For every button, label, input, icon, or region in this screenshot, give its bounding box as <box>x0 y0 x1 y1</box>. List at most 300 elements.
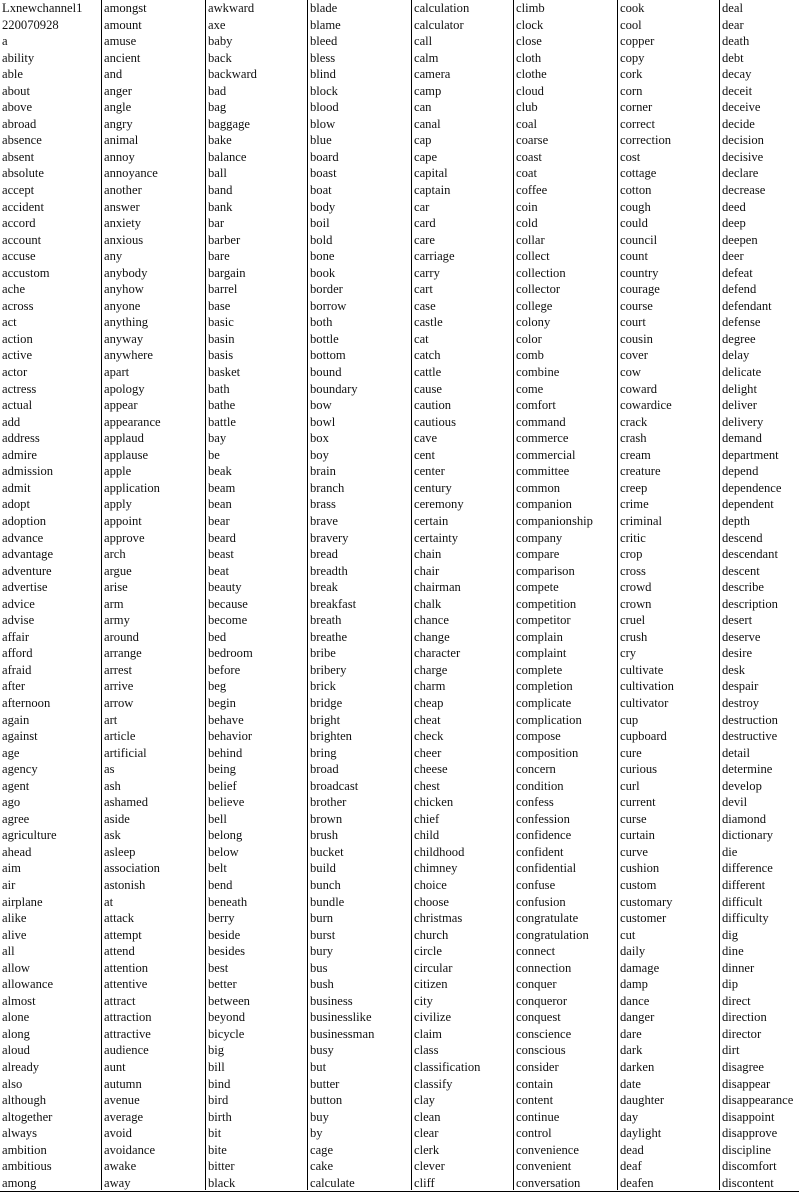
word-entry: agency <box>2 762 38 777</box>
word-entry: bravery <box>310 530 349 545</box>
word-entry: complete <box>516 662 563 677</box>
word-entry: debt <box>722 50 744 65</box>
word-entry: curtain <box>620 828 655 843</box>
word-entry: bean <box>208 497 232 512</box>
word-entry: clever <box>414 1159 445 1174</box>
word-entry: bag <box>208 100 227 115</box>
word-entry: bicycle <box>208 1026 245 1041</box>
word-entry: command <box>516 414 566 429</box>
word-entry: daylight <box>620 1126 662 1141</box>
word-entry: competitor <box>516 613 571 628</box>
word-entry: citizen <box>414 977 448 992</box>
word-entry: applause <box>104 447 149 462</box>
word-entry: become <box>208 613 248 628</box>
word-entry: Lxnewchannel1 <box>2 1 83 15</box>
word-entry: die <box>722 844 738 859</box>
word-entry: backward <box>208 67 257 82</box>
word-entry: age <box>2 745 20 760</box>
word-entry: autumn <box>104 1076 142 1091</box>
word-entry: bedroom <box>208 646 253 661</box>
word-entry: continue <box>516 1109 560 1124</box>
word-entry: come <box>516 381 544 396</box>
word-entry: breadth <box>310 563 348 578</box>
word-entry: before <box>208 662 241 677</box>
word-entry: absence <box>2 133 42 148</box>
word-entry: common <box>516 480 561 495</box>
word-entry: blue <box>310 133 332 148</box>
word-entry: creature <box>620 464 661 479</box>
word-entry: connect <box>516 944 556 959</box>
word-entry: complication <box>516 712 582 727</box>
word-entry: apology <box>104 381 145 396</box>
word-entry: confess <box>516 795 554 810</box>
word-entry: city <box>414 993 433 1008</box>
word-entry: artificial <box>104 745 147 760</box>
word-column-2 <box>102 0 206 1190</box>
word-entry: bind <box>208 1076 231 1091</box>
word-entry: bus <box>310 960 328 975</box>
word-entry: disapprove <box>722 1126 778 1141</box>
word-entry: commerce <box>516 431 569 446</box>
word-entry: apply <box>104 497 132 512</box>
word-entry: creep <box>620 480 648 495</box>
word-entry: circle <box>414 944 442 959</box>
word-entry: discontent <box>722 1175 774 1190</box>
word-entry: breathe <box>310 629 348 644</box>
word-entry: borrow <box>310 298 347 313</box>
word-entry: customary <box>620 894 673 909</box>
word-entry: ahead <box>2 844 32 859</box>
word-entry: delight <box>722 381 757 396</box>
word-entry: companionship <box>516 513 593 528</box>
word-entry: bound <box>310 365 342 380</box>
word-entry: business <box>310 993 353 1008</box>
word-entry: collector <box>516 282 561 297</box>
word-entry: cotton <box>620 183 652 198</box>
word-entry: bring <box>310 745 337 760</box>
word-entry: cold <box>516 216 538 231</box>
word-entry: convenient <box>516 1159 572 1174</box>
word-entry: compete <box>516 580 559 595</box>
word-entry: clay <box>414 1093 435 1108</box>
word-entry: describe <box>722 580 764 595</box>
word-entry: competition <box>516 596 577 611</box>
word-entry: bit <box>208 1126 222 1141</box>
word-entry: close <box>516 34 542 49</box>
word-column-8 <box>720 0 799 1190</box>
word-entry: deserve <box>722 629 761 644</box>
word-entry: dependence <box>722 480 782 495</box>
word-entry: court <box>620 315 646 330</box>
word-entry: dictionary <box>722 828 774 843</box>
word-entry: difficult <box>722 894 763 909</box>
word-entry: anything <box>104 315 149 330</box>
word-entry: bay <box>208 431 227 446</box>
word-entry: captain <box>414 183 451 198</box>
word-entry: bitter <box>208 1159 235 1174</box>
word-entry: control <box>516 1126 552 1141</box>
word-entry: cap <box>414 133 432 148</box>
word-entry: against <box>2 729 38 744</box>
word-entry: decide <box>722 116 755 131</box>
word-entry: appoint <box>104 513 142 528</box>
word-entry: admit <box>2 480 31 495</box>
word-entry: aunt <box>104 1060 126 1074</box>
word-entry: accord <box>2 216 36 231</box>
word-entry: demand <box>722 431 762 446</box>
word-entry: different <box>722 877 766 892</box>
word-entry: bucket <box>310 844 344 859</box>
word-entry: dare <box>620 1026 642 1041</box>
word-entry: devil <box>722 795 748 810</box>
word-entry: brush <box>310 828 338 843</box>
word-entry: but <box>310 1060 327 1074</box>
word-entry: congratulation <box>516 927 589 942</box>
word-entry: anyhow <box>104 282 144 297</box>
word-entry: being <box>208 762 236 777</box>
word-entry: brother <box>310 795 347 810</box>
word-entry: anger <box>104 83 132 98</box>
word-entry: detail <box>722 745 750 760</box>
word-entry: complicate <box>516 695 572 710</box>
word-entry: council <box>620 232 658 247</box>
word-entry: collect <box>516 249 550 264</box>
word-entry: arrow <box>104 695 134 710</box>
word-entry: diamond <box>722 811 767 826</box>
word-entry: classification <box>414 1060 481 1074</box>
word-entry: add <box>2 414 21 429</box>
word-entry: deepen <box>722 232 758 247</box>
word-entry: after <box>2 679 26 694</box>
word-entry: deer <box>722 249 744 264</box>
word-entry: boast <box>310 166 337 181</box>
word-entry: belt <box>208 861 227 876</box>
word-entry: already <box>2 1060 40 1074</box>
word-entry: body <box>310 199 336 214</box>
word-entry: compare <box>516 547 560 562</box>
word-entry: deed <box>722 199 746 214</box>
word-entry: defeat <box>722 265 753 280</box>
word-entry: beside <box>208 927 241 942</box>
word-entry: crowd <box>620 580 652 595</box>
word-entry: as <box>104 762 115 777</box>
word-entry: almost <box>2 993 36 1008</box>
word-entry: congratulate <box>516 911 579 926</box>
word-entry: ambition <box>2 1142 47 1157</box>
word-entry: character <box>414 646 461 661</box>
word-entry: commercial <box>516 447 576 462</box>
word-entry: bold <box>310 232 333 247</box>
word-entry: brain <box>310 464 336 479</box>
word-entry: combine <box>516 365 560 380</box>
word-entry: cart <box>414 282 433 297</box>
word-entry: cruel <box>620 613 646 628</box>
word-entry: cream <box>620 447 651 462</box>
word-entry: depend <box>722 464 759 479</box>
word-entry: dead <box>620 1142 644 1157</box>
word-entry: beast <box>208 547 234 562</box>
word-entry: agent <box>2 778 30 793</box>
word-entry: aim <box>2 861 21 876</box>
word-entry: clean <box>414 1109 441 1124</box>
word-entry: affair <box>2 629 30 644</box>
word-entry: date <box>620 1076 641 1091</box>
word-entry: bake <box>208 133 232 148</box>
word-entry: coal <box>516 116 537 131</box>
word-entry: be <box>208 447 220 462</box>
word-entry: advise <box>2 613 35 628</box>
word-entry: arch <box>104 547 126 562</box>
word-entry: depth <box>722 513 750 528</box>
word-entry: damp <box>620 977 648 992</box>
word-entry: discipline <box>722 1142 771 1157</box>
word-entry: difference <box>722 861 773 876</box>
word-entry: discomfort <box>722 1159 777 1174</box>
word-entry: actual <box>2 398 33 413</box>
word-entry: can <box>414 100 432 115</box>
word-entry: catch <box>414 348 441 363</box>
word-entry: disappear <box>722 1076 771 1091</box>
word-entry: care <box>414 232 435 247</box>
word-entry: defend <box>722 282 757 297</box>
word-entry: busy <box>310 1043 334 1058</box>
word-entry: defendant <box>722 298 772 313</box>
word-entry: boundary <box>310 381 358 396</box>
word-entry: climb <box>516 1 545 15</box>
word-entry: decrease <box>722 183 766 198</box>
word-entry: air <box>2 877 16 892</box>
word-entry: button <box>310 1093 343 1108</box>
word-entry: and <box>104 67 123 82</box>
word-entry: anybody <box>104 265 148 280</box>
word-entry: allow <box>2 960 30 975</box>
word-entry: certain <box>414 513 449 528</box>
word-entry: bill <box>208 1060 225 1074</box>
word-entry: alive <box>2 927 27 942</box>
word-entry: beyond <box>208 1010 246 1025</box>
word-entry: chance <box>414 613 449 628</box>
word-entry: avoidance <box>104 1142 156 1157</box>
word-entry: calm <box>414 50 439 65</box>
word-entry: composition <box>516 745 579 760</box>
word-entry: count <box>620 249 648 264</box>
word-entry: ash <box>104 778 121 793</box>
word-entry: bow <box>310 398 332 413</box>
word-entry: butter <box>310 1076 340 1091</box>
word-entry: defense <box>722 315 761 330</box>
word-entry: answer <box>104 199 140 214</box>
word-entry: box <box>310 431 329 446</box>
word-entry: brick <box>310 679 336 694</box>
word-entry: breath <box>310 613 342 628</box>
word-entry: arrange <box>104 646 142 661</box>
word-entry: deep <box>722 216 746 231</box>
word-entry: bribe <box>310 646 336 661</box>
word-entry: avenue <box>104 1093 140 1108</box>
word-entry: awkward <box>208 1 255 15</box>
word-entry: danger <box>620 1010 655 1025</box>
word-entry: confidential <box>516 861 577 876</box>
word-entry: between <box>208 993 250 1008</box>
word-entry: crack <box>620 414 648 429</box>
word-entry: decision <box>722 133 764 148</box>
word-entry: cow <box>620 365 641 380</box>
word-entry: crime <box>620 497 649 512</box>
word-entry: bread <box>310 547 338 562</box>
word-entry: confidence <box>516 828 572 843</box>
word-entry: disagree <box>722 1060 764 1074</box>
word-entry: admission <box>2 464 54 479</box>
word-entry: criminal <box>620 513 662 528</box>
word-entry: bad <box>208 83 227 98</box>
word-entry: away <box>104 1175 131 1190</box>
word-entry: canal <box>414 116 441 131</box>
word-entry: century <box>414 480 452 495</box>
word-entry: dear <box>722 17 744 32</box>
word-entry: crop <box>620 547 643 562</box>
word-entry: both <box>310 315 333 330</box>
word-entry: call <box>414 34 433 49</box>
word-entry: cure <box>620 745 642 760</box>
word-entry: approve <box>104 530 145 545</box>
word-entry: destruction <box>722 712 778 727</box>
word-entry: astonish <box>104 877 146 892</box>
word-entry: birth <box>208 1109 232 1124</box>
word-entry: conquest <box>516 1010 561 1025</box>
word-entry: club <box>516 100 538 115</box>
word-entry: again <box>2 712 30 727</box>
word-entry: bell <box>208 811 227 826</box>
word-entry: advance <box>2 530 44 545</box>
word-entry: cut <box>620 927 636 942</box>
word-entry: difficulty <box>722 911 769 926</box>
word-entry: delay <box>722 348 750 363</box>
word-entry: attention <box>104 960 149 975</box>
word-entry: choice <box>414 877 447 892</box>
word-column-5 <box>412 0 514 1190</box>
word-entry: conquer <box>516 977 557 992</box>
word-entry: deaf <box>620 1159 642 1174</box>
word-entry: cousin <box>620 331 653 346</box>
word-entry: buy <box>310 1109 329 1124</box>
word-entry: clerk <box>414 1142 440 1157</box>
word-entry: coin <box>516 199 538 214</box>
word-entry: country <box>620 265 659 280</box>
word-entry: clock <box>516 17 544 32</box>
word-entry: blind <box>310 67 336 82</box>
word-entry: arise <box>104 580 128 595</box>
word-entry: descendant <box>722 547 778 562</box>
word-entry: destructive <box>722 729 778 744</box>
word-entry: completion <box>516 679 573 694</box>
word-entry: complain <box>516 629 563 644</box>
word-entry: copy <box>620 50 645 65</box>
word-entry: descend <box>722 530 763 545</box>
word-entry: correction <box>620 133 672 148</box>
word-entry: daily <box>620 944 646 959</box>
word-entry: belief <box>208 778 237 793</box>
word-entry: chest <box>414 778 440 793</box>
word-entry: confession <box>516 811 570 826</box>
word-entry: attack <box>104 911 135 926</box>
word-entry: curve <box>620 844 648 859</box>
word-entry: base <box>208 298 231 313</box>
word-entry: childhood <box>414 844 465 859</box>
word-entry: daughter <box>620 1093 665 1108</box>
word-entry: circular <box>414 960 453 975</box>
word-entry: build <box>310 861 336 876</box>
word-entry: customer <box>620 911 667 926</box>
word-column-6 <box>514 0 618 1190</box>
word-entry: cautious <box>414 414 456 429</box>
word-entry: comfort <box>516 398 556 413</box>
word-entry: advice <box>2 596 35 611</box>
word-entry: company <box>516 530 563 545</box>
word-entry: audience <box>104 1043 149 1058</box>
word-entry: destroy <box>722 695 760 710</box>
word-entry: airplane <box>2 894 43 909</box>
word-entry: black <box>208 1175 236 1190</box>
word-entry: beak <box>208 464 232 479</box>
word-entry: along <box>2 1026 30 1041</box>
word-entry: conversation <box>516 1175 581 1190</box>
word-entry: certainty <box>414 530 459 545</box>
word-entry: critic <box>620 530 646 545</box>
word-entry: could <box>620 216 648 231</box>
word-entry: course <box>620 298 653 313</box>
word-entry: back <box>208 50 232 65</box>
word-entry: better <box>208 977 237 992</box>
word-entry: beg <box>208 679 227 694</box>
word-entry: dig <box>722 927 739 942</box>
word-entry: behave <box>208 712 244 727</box>
word-entry: blame <box>310 17 341 32</box>
word-entry: connection <box>516 960 572 975</box>
word-entry: alone <box>2 1010 30 1025</box>
word-entry: color <box>516 331 542 346</box>
word-entry: coward <box>620 381 658 396</box>
word-entry: child <box>414 828 440 843</box>
word-entry: ancient <box>104 50 141 65</box>
word-entry: appearance <box>104 414 161 429</box>
word-entry: collar <box>516 232 545 247</box>
word-entry: christmas <box>414 911 463 926</box>
word-entry: branch <box>310 480 345 495</box>
word-entry: average <box>104 1109 144 1124</box>
word-entry: cloth <box>516 50 542 65</box>
word-entry: absolute <box>2 166 44 181</box>
word-entry: content <box>516 1093 554 1108</box>
word-entry: delicate <box>722 365 762 380</box>
word-entry: all <box>2 944 15 959</box>
word-entry: broadcast <box>310 778 359 793</box>
word-entry: ambitious <box>2 1159 52 1174</box>
word-entry: belong <box>208 828 243 843</box>
word-entry: advantage <box>2 547 54 562</box>
word-entry: beard <box>208 530 236 545</box>
word-entry: applaud <box>104 431 144 446</box>
word-entry: cliff <box>414 1175 435 1190</box>
word-entry: crush <box>620 629 648 644</box>
word-entry: compose <box>516 729 561 744</box>
word-entry: coast <box>516 149 542 164</box>
word-entry: barrel <box>208 282 238 297</box>
word-entry: attractive <box>104 1026 151 1041</box>
word-entry: copper <box>620 34 655 49</box>
word-entry: description <box>722 596 778 611</box>
word-entry: anywhere <box>104 348 153 363</box>
word-entry: businessman <box>310 1026 375 1041</box>
